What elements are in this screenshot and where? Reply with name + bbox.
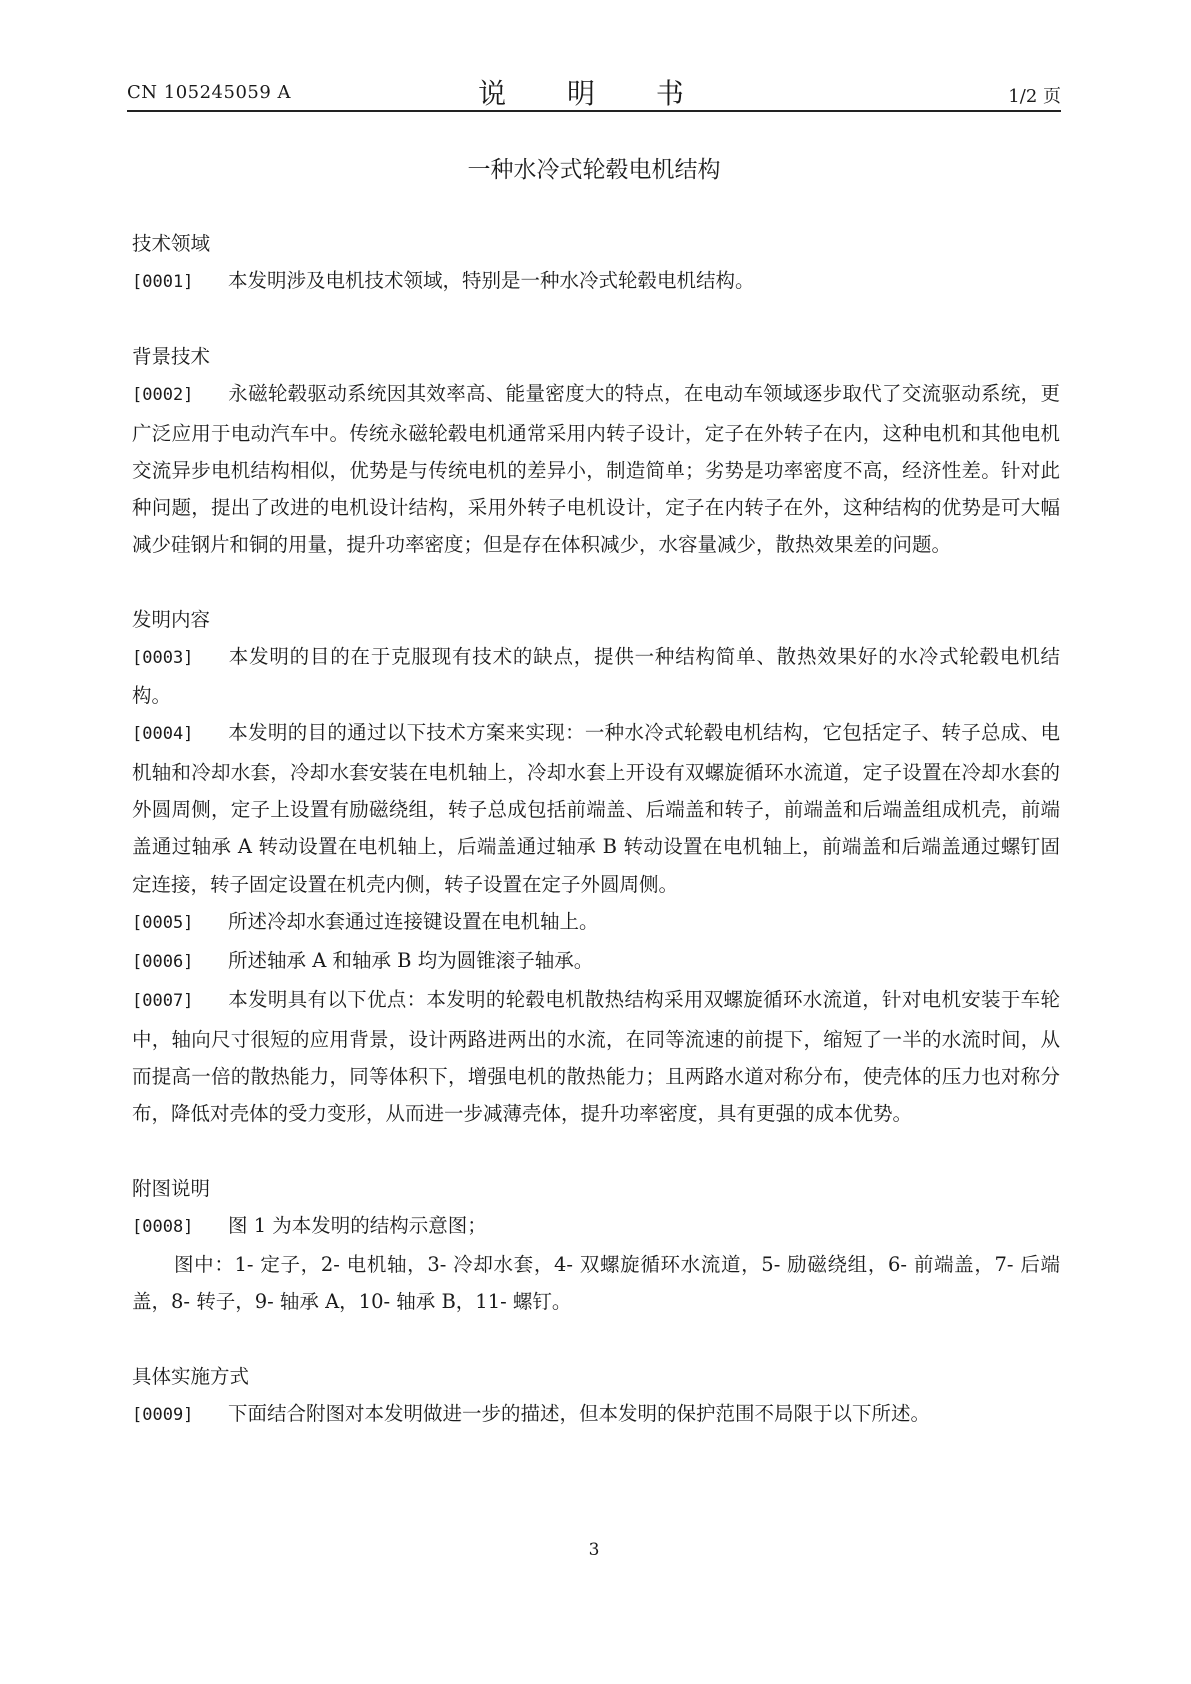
paragraph-text: 本发明具有以下优点：本发明的轮毂电机散热结构采用双螺旋循环水流道，针对电机安装于车轮中，轴向尺寸很短的应用背景，设计两路进两出的水流，在同等流速的前提下，缩短了一半的水流时间，从而提高一倍的散热能力，同等体积下，增强电机的散热能力；且两路水道对称分布，使壳体的压力也对称分布，降低对壳体的受力变形，从而进一步减薄壳体，提升功率密度，具有更强的成本优势。: [132, 988, 1060, 1126]
paragraph-0002: [132, 375, 1060, 563]
figure-legend: 图中：1- 定子，2- 电机轴，3- 冷却水套，4- 双螺旋循环水流道，5- 励磁绕组，6- 前端盖，7- 后端盖，8- 转子，9- 轴承 A，10- 轴承 B，11- 螺钉。: [132, 1252, 1060, 1314]
paragraph-0003: [132, 638, 1060, 715]
paragraph-text: 永磁轮毂驱动系统因其效率高、能量密度大的特点，在电动车领域逐步取代了交流驱动系统，更广泛应用于电动汽车中。传统永磁轮毂电机通常采用内转子设计，定子在外转子在内，这种电机和其他电机交流异步电机结构相似，优势是与传统电机的差异小，制造简单；劣势是功率密度不高，经济性差。针对此种问题，提出了改进的电机设计结构，采用外转子电机设计，定子在内转子在外，这种结构的优势是可大幅减少硅钢片和铜的用量，提升功率密度；但是存在体积减少，水容量减少，散热效果差的问题。: [132, 382, 1060, 557]
paragraph-0001: [132, 262, 1060, 301]
paragraph-0009: [132, 1395, 1060, 1434]
paragraph-0005: [132, 903, 1060, 942]
section-heading-embodiment: 具体实施方式: [132, 1364, 250, 1388]
paragraph-text: 下面结合附图对本发明做进一步的描述，但本发明的保护范围不局限于以下所述。: [228, 1401, 931, 1425]
document-title: 一种水冷式轮毂电机结构: [467, 157, 721, 183]
section-heading-summary: 发明内容: [132, 607, 211, 631]
paragraph-text: 本发明的目的在于克服现有技术的缺点，提供一种结构简单、散热效果好的水冷式轮毂电机结构。: [132, 644, 1060, 708]
paragraph-number: [0007]: [132, 991, 194, 1012]
document-body: [132, 226, 1060, 1434]
paragraph-text: 所述冷却水套通过连接键设置在电机轴上。: [228, 909, 599, 933]
paragraph-number: [0004]: [132, 724, 194, 745]
paragraph-number: [0001]: [132, 272, 194, 292]
paragraph-text: 本发明涉及电机技术领域，特别是一种水冷式轮毂电机结构。: [228, 269, 755, 292]
publication-number: CN 105245059 A: [127, 82, 292, 103]
paragraph-number: [0003]: [132, 647, 194, 668]
paragraph-0006: [132, 942, 1060, 981]
paragraph-text: 图 1 为本发明的结构示意图；: [228, 1213, 487, 1237]
paragraph-number: [0008]: [132, 1216, 194, 1237]
paragraph-0007: [132, 981, 1060, 1132]
section-heading-background: 背景技术: [132, 345, 211, 369]
paragraph-number: [0006]: [132, 952, 194, 973]
page-number: 3: [588, 1540, 600, 1560]
document-type: 说 明 书: [478, 77, 710, 110]
section-heading-tech-field: 技术领域: [132, 232, 211, 255]
paragraph-number: [0002]: [132, 385, 194, 406]
paragraph-number: [0009]: [132, 1404, 194, 1425]
page-header: [127, 72, 1061, 112]
paragraph-0004: [132, 714, 1060, 902]
page-info: 1/2 页: [1008, 86, 1061, 107]
paragraph-number: [0005]: [132, 912, 194, 933]
section-heading-drawings: 附图说明: [132, 1176, 211, 1200]
header-rule: [127, 110, 1061, 112]
paragraph-text: 所述轴承 A 和轴承 B 均为圆锥滚子轴承。: [228, 949, 594, 973]
paragraph-text: 本发明的目的通过以下技术方案来实现：一种水冷式轮毂电机结构，它包括定子、转子总成、电机轴和冷却水套，冷却水套安装在电机轴上，冷却水套上开设有双螺旋循环水流道，定子设置在冷却水套的外圆周侧，定子上设置有励磁绕组，转子总成包括前端盖、后端盖和转子，前端盖和后端盖组成机壳，前端盖通过轴承 A 转动设置在电机轴上，后端盖通过轴承 B 转动设置在电机轴上，前端盖和后端盖通过螺钉固定连接，转子固定设置在机壳内侧，转子设置在定子外圆周侧。: [132, 721, 1060, 896]
paragraph-0008: [132, 1207, 1060, 1246]
